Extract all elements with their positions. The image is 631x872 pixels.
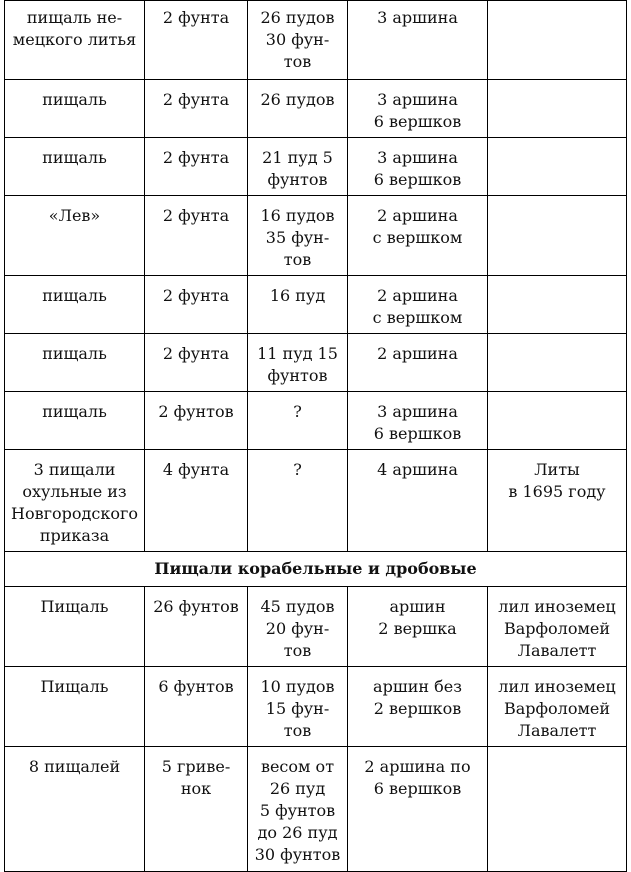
table-row bbox=[5, 276, 627, 334]
table-cell: 11 пуд 15 фунтов bbox=[248, 334, 348, 392]
table-cell: 3 аршина bbox=[348, 1, 488, 80]
table-cell: 3 аршина 6 вершков bbox=[348, 392, 488, 450]
table-cell: 2 фунта bbox=[145, 334, 248, 392]
table-cell: 2 аршина с вершком bbox=[348, 196, 488, 276]
table-cell: 10 пудов 15 фун- тов bbox=[248, 667, 348, 747]
table-cell: 2 фунта bbox=[145, 80, 248, 138]
table-row bbox=[5, 587, 627, 667]
table-cell: пищаль bbox=[5, 138, 145, 196]
table-cell: Литы в 1695 году bbox=[488, 450, 627, 552]
table-cell: 16 пудов 35 фун- тов bbox=[248, 196, 348, 276]
table-row bbox=[5, 80, 627, 138]
table-cell: пищаль bbox=[5, 276, 145, 334]
table-cell: 3 аршина 6 вершков bbox=[348, 138, 488, 196]
table-cell: 8 пищалей bbox=[5, 747, 145, 872]
table-row bbox=[5, 392, 627, 450]
table-row bbox=[5, 334, 627, 392]
table-cell: 45 пудов 20 фун- тов bbox=[248, 587, 348, 667]
table-cell: аршин без 2 вершков bbox=[348, 667, 488, 747]
table-cell: 2 фунтов bbox=[145, 392, 248, 450]
table-cell: весом от 26 пуд 5 фунтов до 26 пуд 30 фунтов bbox=[248, 747, 348, 872]
table-cell bbox=[488, 138, 627, 196]
table-cell: 26 пудов 30 фун- тов bbox=[248, 1, 348, 80]
table-cell: Пищаль bbox=[5, 587, 145, 667]
table-row bbox=[5, 196, 627, 276]
table-row bbox=[5, 667, 627, 747]
table-cell: 2 фунта bbox=[145, 196, 248, 276]
section-title: Пищали корабельные и дробовые bbox=[5, 552, 627, 587]
table-row bbox=[5, 138, 627, 196]
table-cell: аршин 2 вершка bbox=[348, 587, 488, 667]
table-cell: ? bbox=[248, 392, 348, 450]
table-row bbox=[5, 747, 627, 872]
table-cell bbox=[488, 392, 627, 450]
table-cell: 4 фунта bbox=[145, 450, 248, 552]
table-cell: 2 аршина bbox=[348, 334, 488, 392]
table-cell: 2 фунта bbox=[145, 276, 248, 334]
table-cell: 26 фунтов bbox=[145, 587, 248, 667]
table-cell bbox=[488, 334, 627, 392]
table-cell: пищаль не- мецкого литья bbox=[5, 1, 145, 80]
table-cell bbox=[488, 196, 627, 276]
table-cell: 2 аршина по 6 вершков bbox=[348, 747, 488, 872]
table-cell: 4 аршина bbox=[348, 450, 488, 552]
table-cell bbox=[488, 747, 627, 872]
table-cell: 16 пуд bbox=[248, 276, 348, 334]
table-cell: пищаль bbox=[5, 334, 145, 392]
table-row bbox=[5, 1, 627, 80]
table-cell: 2 фунта bbox=[145, 138, 248, 196]
table-cell: ? bbox=[248, 450, 348, 552]
table-cell bbox=[488, 276, 627, 334]
table-cell: лил иноземец Варфоломей Лавалетт bbox=[488, 667, 627, 747]
table-cell: 3 аршина 6 вершков bbox=[348, 80, 488, 138]
table-cell: лил иноземец Варфоломей Лавалетт bbox=[488, 587, 627, 667]
table-cell bbox=[488, 80, 627, 138]
table-cell: 2 аршина с вершком bbox=[348, 276, 488, 334]
section-header-row bbox=[5, 552, 627, 587]
table-cell: пищаль bbox=[5, 80, 145, 138]
table-row bbox=[5, 450, 627, 552]
table-cell: «Лев» bbox=[5, 196, 145, 276]
table-cell: 26 пудов bbox=[248, 80, 348, 138]
table-cell bbox=[488, 1, 627, 80]
table-cell: 5 гриве- нок bbox=[145, 747, 248, 872]
table-cell: Пищаль bbox=[5, 667, 145, 747]
table-cell: 6 фунтов bbox=[145, 667, 248, 747]
table-cell: 2 фунта bbox=[145, 1, 248, 80]
table-cell: пищаль bbox=[5, 392, 145, 450]
cannon-table bbox=[4, 0, 627, 872]
table-cell: 3 пищали охульные из Новгородского приказа bbox=[5, 450, 145, 552]
table-cell: 21 пуд 5 фунтов bbox=[248, 138, 348, 196]
